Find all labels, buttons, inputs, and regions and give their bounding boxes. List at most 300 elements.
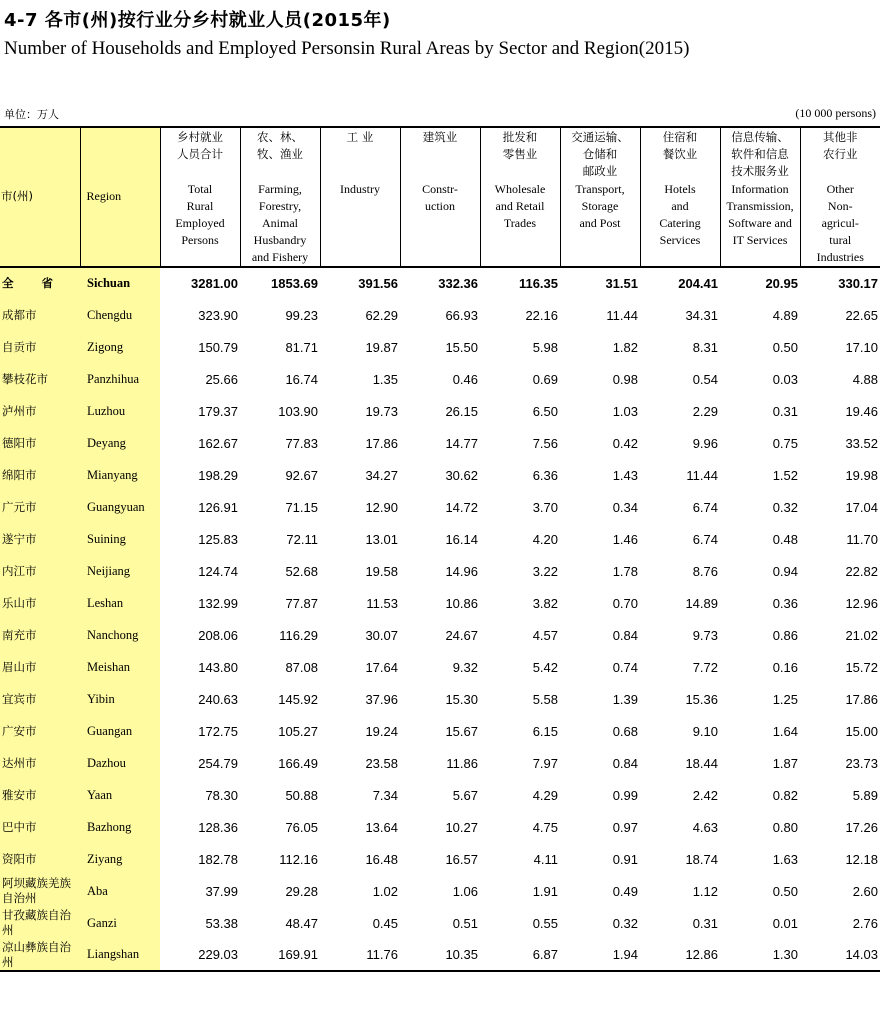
region-name-chinese: 阿坝藏族羌族自治州: [0, 875, 80, 907]
table-row: [0, 779, 880, 811]
column-header-chinese: 批发和 零售业: [502, 130, 538, 161]
table-cell-value: 71.15: [285, 499, 318, 515]
table-cell-value: 14.03: [800, 939, 880, 971]
table-cell-value: 19.98: [845, 467, 878, 483]
table-cell-value: 0.84: [612, 627, 638, 643]
table-cell-value: 6.87: [480, 939, 560, 971]
column-header-chinese: 工 业: [346, 130, 374, 144]
table-cell-value: 19.46: [845, 403, 878, 419]
table-row: [0, 555, 880, 587]
table-cell-value: 17.86: [845, 691, 878, 707]
table-cell-value: 5.89: [852, 787, 878, 803]
region-name-english: Aba: [80, 875, 160, 907]
table-cell-value: 4.89: [772, 307, 798, 323]
table-cell-value: 0.32: [612, 915, 638, 931]
region-name-chinese: 遂宁市: [0, 523, 80, 555]
table-cell-value: 17.26: [845, 819, 878, 835]
table-cell-value: 17.86: [365, 435, 398, 451]
table-cell-value: 204.41: [678, 276, 718, 291]
region-name-english: Luzhou: [80, 395, 160, 427]
table-cell-value: 26.15: [445, 403, 478, 419]
table-cell-value: 3.22: [532, 563, 558, 579]
region-name-chinese: 泸州市: [0, 395, 80, 427]
table-cell-value: 5.42: [532, 659, 558, 675]
table-title-chinese: 4-7 各市(州)按行业分乡村就业人员(2015年): [4, 10, 391, 31]
column-header-english: Farming, Forestry, Animal Husbandry and Fishery: [251, 182, 309, 264]
table-cell-value: 0.69: [532, 371, 558, 387]
table-cell-value: 1.39: [612, 691, 638, 707]
table-cell-value: 0.16: [772, 659, 798, 675]
table-row: [0, 299, 880, 331]
table-cell-value: 126.91: [198, 499, 238, 515]
table-cell-value: 16.57: [445, 851, 478, 867]
region-name-english: Ganzi: [80, 907, 160, 939]
table-cell-value: 0.31: [692, 915, 718, 931]
region-name-english: Neijiang: [80, 555, 160, 587]
column-header-chinese: 其他非 农行业: [823, 130, 858, 161]
table-cell-value: 16.48: [365, 851, 398, 867]
column-header: [480, 127, 560, 267]
table-cell-value: 4.20: [532, 531, 558, 547]
column-header-english: Industry: [340, 182, 380, 196]
table-cell-value: 9.96: [692, 435, 718, 451]
table-cell-value: 0.31: [772, 403, 798, 419]
table-cell-value: 0.34: [612, 499, 638, 515]
table-row: [0, 331, 880, 363]
table-cell-value: 0.45: [372, 915, 398, 931]
table-cell-value: 9.10: [692, 723, 718, 739]
table-cell-value: 30.62: [445, 467, 478, 483]
table-cell-value: 23.73: [845, 755, 878, 771]
table-cell-value: 4.75: [532, 819, 558, 835]
table-cell-value: 332.36: [438, 276, 478, 291]
table-cell-value: 0.03: [772, 371, 798, 387]
table-cell-value: 52.68: [285, 563, 318, 579]
table-cell-value: 0.91: [612, 851, 638, 867]
table-cell-value: 172.75: [198, 723, 238, 739]
table-cell-value: 0.74: [612, 659, 638, 675]
table-cell-value: 1.03: [612, 403, 638, 419]
table-row: [0, 875, 880, 907]
table-cell-value: 22.65: [845, 307, 878, 323]
table-cell-value: 0.50: [772, 883, 798, 899]
region-name-english: Mianyang: [80, 459, 160, 491]
table-row: [0, 747, 880, 779]
table-cell-value: 14.89: [685, 595, 718, 611]
table-cell-value: 17.04: [845, 499, 878, 515]
region-name-chinese: 德阳市: [0, 427, 80, 459]
table-cell-value: 15.36: [685, 691, 718, 707]
table-row: [0, 523, 880, 555]
table-cell-value: 6.36: [532, 467, 558, 483]
table-cell-value: 21.02: [845, 627, 878, 643]
table-cell-value: 2.60: [852, 883, 878, 899]
table-cell-value: 0.46: [452, 371, 478, 387]
table-cell-value: 0.51: [452, 915, 478, 931]
table-cell-value: 11.70: [846, 531, 878, 547]
table-row-total: [0, 267, 880, 299]
table-row: [0, 459, 880, 491]
region-name-chinese: 达州市: [0, 747, 80, 779]
table-row: [0, 651, 880, 683]
region-name-english: Meishan: [80, 651, 160, 683]
table-cell-value: 0.97: [612, 819, 638, 835]
region-name-english: Ziyang: [80, 843, 160, 875]
region-name-chinese: 南充市: [0, 619, 80, 651]
table-cell-value: 1.06: [452, 883, 478, 899]
column-header-chinese: 农、林、 牧、渔业: [257, 130, 303, 161]
table-cell-value: 103.90: [278, 403, 318, 419]
table-cell-value: 17.10: [845, 339, 878, 355]
table-cell-value: 0.99: [612, 787, 638, 803]
table-cell-value: 15.72: [845, 659, 878, 675]
region-name-english: Leshan: [80, 587, 160, 619]
table-cell-value: 10.27: [445, 819, 478, 835]
table-cell-value: 14.77: [445, 435, 478, 451]
region-name-chinese: 甘孜藏族自治州: [0, 907, 80, 939]
column-header-english: Other Non- agricul- tural Industries: [816, 182, 864, 264]
table-cell-value: 12.18: [845, 851, 878, 867]
table-cell-value: 19.73: [365, 403, 398, 419]
table-cell-value: 77.83: [285, 435, 318, 451]
table-cell-value: 99.23: [285, 307, 318, 323]
region-name-english: Guangan: [80, 715, 160, 747]
table-cell-value: 76.05: [285, 819, 318, 835]
table-cell-value: 254.79: [198, 755, 238, 771]
table-cell-value: 0.48: [772, 531, 798, 547]
table-row: [0, 683, 880, 715]
table-cell-value: 1.30: [720, 939, 800, 971]
employment-table: [0, 126, 880, 972]
table-cell-value: 11.44: [606, 307, 638, 323]
table-row: [0, 395, 880, 427]
table-cell-value: 116.29: [279, 627, 318, 643]
table-cell-value: 4.57: [532, 627, 558, 643]
table-cell-value: 391.56: [358, 276, 398, 291]
column-header-english: Information Transmission, Software and IT Services: [726, 182, 794, 247]
table-cell-value: 15.00: [845, 723, 878, 739]
region-name-english: Guangyuan: [80, 491, 160, 523]
table-cell-value: 5.58: [532, 691, 558, 707]
region-name-chinese: 雅安市: [0, 779, 80, 811]
table-cell-value: 3281.00: [191, 276, 238, 291]
column-header-english: Total Rural Employed Persons: [175, 182, 225, 247]
region-name-chinese: 内江市: [0, 555, 80, 587]
table-cell-value: 198.29: [198, 467, 238, 483]
table-cell-value: 78.30: [205, 787, 238, 803]
table-cell-value: 1.78: [612, 563, 638, 579]
column-header: [400, 127, 480, 267]
table-cell-value: 0.68: [612, 723, 638, 739]
table-cell-value: 0.75: [772, 435, 798, 451]
table-cell-value: 1.25: [772, 691, 798, 707]
table-cell-value: 34.27: [365, 467, 398, 483]
table-cell-value: 14.72: [445, 499, 478, 515]
table-cell-value: 29.28: [285, 883, 318, 899]
table-cell-value: 1.94: [560, 939, 640, 971]
region-name-english: Suining: [80, 523, 160, 555]
table-cell-value: 4.88: [852, 371, 878, 387]
table-cell-value: 5.67: [452, 787, 478, 803]
column-header: [240, 127, 320, 267]
table-row: [0, 939, 880, 971]
table-row: [0, 843, 880, 875]
region-name-chinese: 巴中市: [0, 811, 80, 843]
unit-label-english: (10 000 persons): [795, 106, 876, 120]
table-cell-value: 0.84: [612, 755, 638, 771]
table-cell-value: 1.52: [772, 467, 798, 483]
table-cell-value: 4.29: [532, 787, 558, 803]
table-cell-value: 48.47: [285, 915, 318, 931]
column-header-chinese: 信息传输、 软件和信息 技术服务业: [731, 130, 789, 178]
table-cell-value: 1.82: [612, 339, 638, 355]
table-cell-value: 66.93: [445, 307, 478, 323]
table-cell-value: 3.70: [532, 499, 558, 515]
table-cell-value: 0.80: [772, 819, 798, 835]
table-cell-value: 1.87: [772, 755, 798, 771]
table-cell-value: 12.96: [845, 595, 878, 611]
table-cell-value: 5.98: [532, 339, 558, 355]
table-cell-value: 330.17: [838, 276, 878, 291]
table-cell-value: 11.44: [686, 467, 718, 483]
table-cell-value: 33.52: [845, 435, 878, 451]
table-cell-value: 0.94: [772, 563, 798, 579]
table-cell-value: 53.38: [205, 915, 238, 931]
table-cell-value: 124.74: [198, 563, 238, 579]
table-cell-value: 22.82: [845, 563, 878, 579]
region-name-english: Bazhong: [80, 811, 160, 843]
table-cell-value: 179.37: [198, 403, 238, 419]
column-header: [560, 127, 640, 267]
table-cell-value: 7.34: [372, 787, 398, 803]
region-name-english: Yibin: [80, 683, 160, 715]
table-cell-value: 81.71: [285, 339, 318, 355]
region-name-english: Chengdu: [80, 299, 160, 331]
table-cell-value: 22.16: [525, 307, 558, 323]
column-header-english: Wholesale and Retail Trades: [494, 182, 546, 230]
table-cell-value: 0.36: [772, 595, 798, 611]
region-name-english: Sichuan: [80, 267, 160, 299]
table-cell-value: 7.72: [692, 659, 718, 675]
table-cell-value: 7.97: [532, 755, 558, 771]
table-header: [0, 127, 880, 267]
region-name-chinese: 广安市: [0, 715, 80, 747]
region-name-chinese: 宜宾市: [0, 683, 80, 715]
region-name-chinese: 成都市: [0, 299, 80, 331]
table-cell-value: 87.08: [285, 659, 318, 675]
table-cell-value: 6.74: [692, 499, 718, 515]
table-cell-value: 208.06: [198, 627, 238, 643]
table-cell-value: 19.87: [365, 339, 398, 355]
table-cell-value: 16.74: [285, 371, 318, 387]
column-header-chinese: 乡村就业 人员合计: [177, 130, 223, 161]
table-cell-value: 15.50: [445, 339, 478, 355]
table-cell-value: 0.98: [612, 371, 638, 387]
table-cell-value: 0.86: [772, 627, 798, 643]
table-cell-value: 9.32: [452, 659, 478, 675]
column-header-english: Transport, Storage and Post: [575, 182, 625, 230]
table-cell-value: 4.11: [533, 851, 558, 867]
column-header-chinese: 住宿和 餐饮业: [662, 130, 698, 161]
table-cell-value: 77.87: [285, 595, 318, 611]
table-cell-value: 1853.69: [271, 276, 318, 291]
table-cell-value: 19.58: [365, 563, 398, 579]
column-header: [720, 127, 800, 267]
table-cell-value: 0.01: [772, 915, 798, 931]
table-cell-value: 1.63: [772, 851, 798, 867]
table-cell-value: 128.36: [198, 819, 238, 835]
unit-label-chinese: 单位：万人: [4, 108, 59, 121]
table-cell-value: 0.50: [772, 339, 798, 355]
column-header-chinese: 建筑业: [422, 130, 458, 144]
table-cell-value: 15.30: [445, 691, 478, 707]
table-cell-value: 323.90: [198, 307, 238, 323]
header-city: 市(州): [0, 127, 80, 267]
column-header: [160, 127, 240, 267]
table-cell-value: 14.96: [445, 563, 478, 579]
table-row: [0, 715, 880, 747]
region-name-english: Zigong: [80, 331, 160, 363]
table-cell-value: 11.53: [366, 595, 398, 611]
table-cell-value: 10.35: [400, 939, 480, 971]
table-cell-value: 18.74: [685, 851, 718, 867]
region-name-chinese: 广元市: [0, 491, 80, 523]
region-name-english: Nanchong: [80, 619, 160, 651]
table-cell-value: 18.44: [685, 755, 718, 771]
table-row: [0, 491, 880, 523]
table-cell-value: 0.54: [692, 371, 718, 387]
table-cell-value: 4.63: [692, 819, 718, 835]
table-cell-value: 2.76: [852, 915, 878, 931]
table-cell-value: 10.86: [445, 595, 478, 611]
table-cell-value: 1.46: [612, 531, 638, 547]
table-cell-value: 150.79: [198, 339, 238, 355]
region-name-chinese: 全 省: [0, 267, 80, 299]
table-cell-value: 15.67: [445, 723, 478, 739]
region-name-chinese: 绵阳市: [0, 459, 80, 491]
column-header: [640, 127, 720, 267]
table-cell-value: 1.64: [772, 723, 798, 739]
table-cell-value: 37.99: [205, 883, 238, 899]
table-cell-value: 125.83: [198, 531, 238, 547]
table-cell-value: 72.11: [286, 531, 318, 547]
table-row: [0, 907, 880, 939]
column-header-english: Constr- uction: [422, 182, 458, 213]
region-name-chinese: 乐山市: [0, 587, 80, 619]
table-cell-value: 2.42: [692, 787, 718, 803]
table-cell-value: 23.58: [365, 755, 398, 771]
region-name-chinese: 资阳市: [0, 843, 80, 875]
table-cell-value: 0.42: [612, 435, 638, 451]
column-header: [320, 127, 400, 267]
table-cell-value: 1.02: [372, 883, 398, 899]
table-body: [0, 267, 880, 971]
table-cell-value: 116.35: [518, 276, 558, 291]
table-cell-value: 145.92: [278, 691, 318, 707]
table-cell-value: 16.14: [445, 531, 478, 547]
column-header-english: Hotels and Catering Services: [659, 182, 701, 247]
table-cell-value: 1.43: [612, 467, 638, 483]
region-name-english: Yaan: [80, 779, 160, 811]
table-cell-value: 12.90: [365, 499, 398, 515]
table-cell-value: 8.31: [692, 339, 718, 355]
table-cell-value: 37.96: [365, 691, 398, 707]
table-cell-value: 0.70: [612, 595, 638, 611]
table-cell-value: 182.78: [198, 851, 238, 867]
region-name-chinese: 眉山市: [0, 651, 80, 683]
column-header-chinese: 交通运输、 仓储和 邮政业: [571, 130, 629, 178]
table-cell-value: 24.67: [445, 627, 478, 643]
table-cell-value: 143.80: [198, 659, 238, 675]
table-cell-value: 13.64: [365, 819, 398, 835]
table-cell-value: 240.63: [198, 691, 238, 707]
header-region: Region: [80, 127, 160, 267]
table-cell-value: 8.76: [692, 563, 718, 579]
table-cell-value: 31.51: [605, 276, 638, 291]
table-cell-value: 17.64: [365, 659, 398, 675]
table-cell-value: 169.91: [240, 939, 320, 971]
region-name-english: Liangshan: [80, 939, 160, 971]
table-cell-value: 0.55: [532, 915, 558, 931]
table-cell-value: 7.56: [532, 435, 558, 451]
table-title-english: Number of Households and Employed Personsin Rural Areas by Sector and Region(2015): [4, 38, 690, 59]
table-cell-value: 1.35: [372, 371, 398, 387]
table-cell-value: 11.86: [446, 755, 478, 771]
table-cell-value: 6.74: [692, 531, 718, 547]
table-cell-value: 0.82: [772, 787, 798, 803]
table-cell-value: 6.15: [532, 723, 558, 739]
table-cell-value: 62.29: [365, 307, 398, 323]
table-cell-value: 13.01: [365, 531, 398, 547]
region-name-chinese: 自贡市: [0, 331, 80, 363]
region-name-english: Deyang: [80, 427, 160, 459]
table-cell-value: 19.24: [365, 723, 398, 739]
table-cell-value: 6.50: [532, 403, 558, 419]
table-cell-value: 50.88: [285, 787, 318, 803]
table-cell-value: 0.49: [612, 883, 638, 899]
table-cell-value: 34.31: [685, 307, 718, 323]
table-cell-value: 162.67: [198, 435, 238, 451]
table-cell-value: 11.76: [320, 939, 400, 971]
table-cell-value: 12.86: [640, 939, 720, 971]
table-cell-value: 166.49: [278, 755, 318, 771]
region-name-english: Dazhou: [80, 747, 160, 779]
table-cell-value: 9.73: [692, 627, 718, 643]
table-row: [0, 811, 880, 843]
table-row: [0, 587, 880, 619]
table-cell-value: 1.12: [692, 883, 718, 899]
table-row: [0, 363, 880, 395]
region-name-chinese: 攀枝花市: [0, 363, 80, 395]
column-header: [800, 127, 880, 267]
table-cell-value: 112.16: [279, 851, 318, 867]
table-cell-value: 229.03: [160, 939, 240, 971]
region-name-english: Panzhihua: [80, 363, 160, 395]
table-cell-value: 105.27: [278, 723, 318, 739]
region-name-chinese: 凉山彝族自治州: [0, 939, 80, 971]
table-row: [0, 427, 880, 459]
table-cell-value: 92.67: [285, 467, 318, 483]
table-row: [0, 619, 880, 651]
table-cell-value: 30.07: [365, 627, 398, 643]
table-cell-value: 1.91: [532, 883, 558, 899]
table-cell-value: 132.99: [198, 595, 238, 611]
table-cell-value: 25.66: [205, 371, 238, 387]
table-cell-value: 3.82: [532, 595, 558, 611]
table-cell-value: 20.95: [765, 276, 798, 291]
table-cell-value: 2.29: [692, 403, 718, 419]
table-cell-value: 0.32: [772, 499, 798, 515]
